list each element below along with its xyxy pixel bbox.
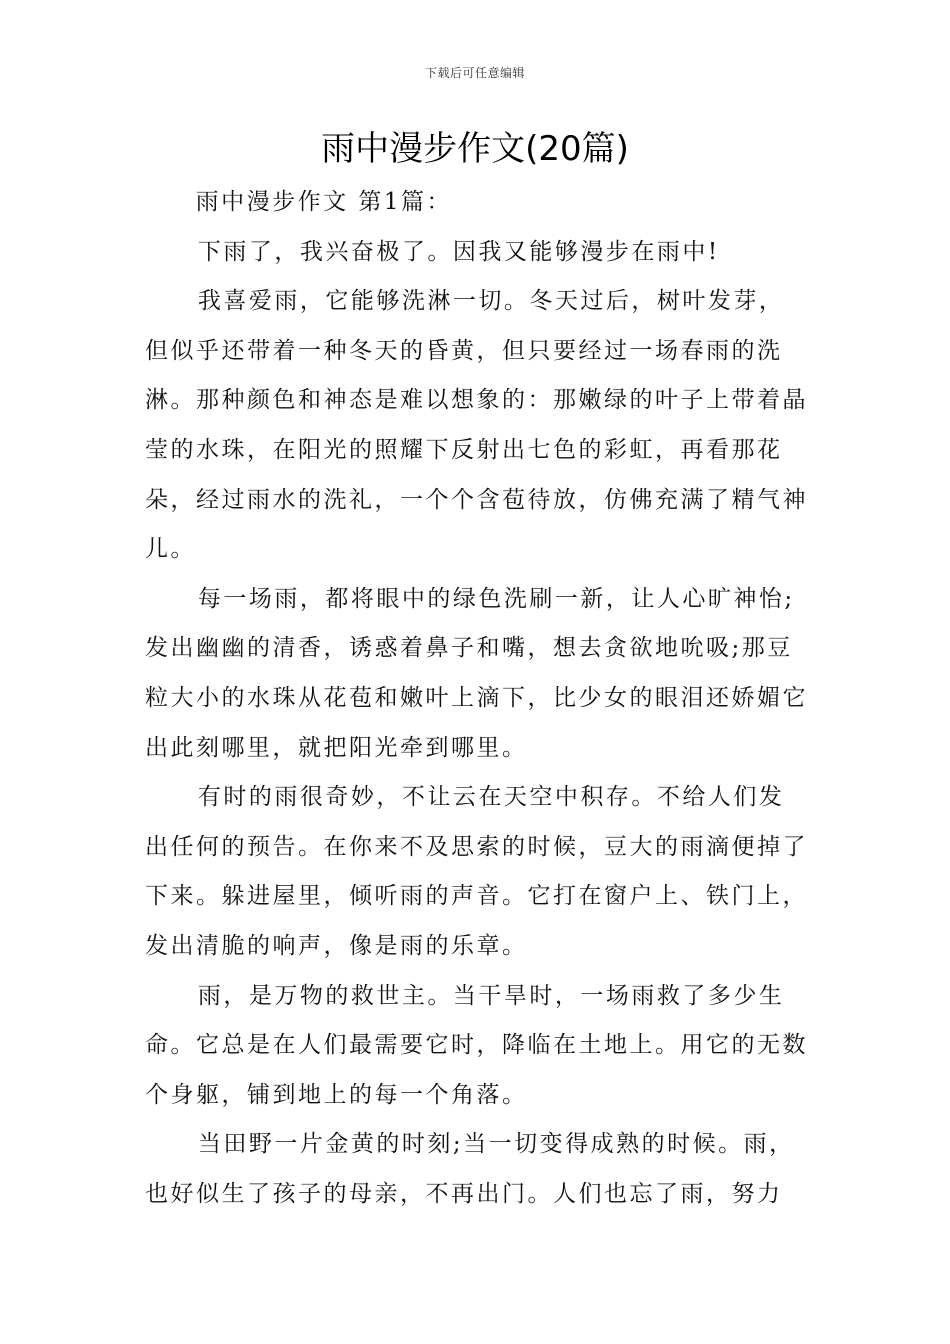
paragraph-3: 每一场雨，都将眼中的绿色洗刷一新，让人心旷神怡;发出幽幽的清香，诱惑着鼻子和嘴，想去贪欲地吮吸;那豆粒大小的水珠从花苞和嫩叶上滴下，比少女的眼泪还娇媚它出此刻哪里，就把阳光牵到哪里。 xyxy=(145,585,808,761)
paragraph-5: 雨，是万物的救世主。当干旱时，一场雨救了多少生命。它总是在人们最需要它时，降临在土地上。用它的无数个身躯，铺到地上的每一个角落。 xyxy=(145,982,808,1108)
paragraph-1: 下雨了，我兴奋极了。因我又能够漫步在雨中! xyxy=(197,238,720,265)
page-header-note: 下载后可任意编辑 xyxy=(424,66,525,80)
chapter-heading: 雨中漫步作文 第1篇： xyxy=(195,189,453,215)
paragraph-4: 有时的雨很奇妙，不让云在天空中积存。不给人们发出任何的预告。在你来不及思索的时候，豆大的雨滴便掉了下来。躲进屋里，倾听雨的声音。它打在窗户上、铁门上，发出清脆的响声，像是雨的乐章。 xyxy=(145,784,808,959)
paragraph-6: 当田野一片金黄的时刻;当一切变得成熟的时候。雨，也好似生了孩子的母亲，不再出门。人们也忘了雨，努力 xyxy=(145,1131,795,1207)
paragraph-2: 我喜爱雨，它能够洗淋一切。冬天过后，树叶发芽，但似乎还带着一种冬天的昏黄，但只要经过一场春雨的洗淋。那种颜色和神态是难以想象的：那嫩绿的叶子上带着晶莹的水珠，在阳光的照耀下反射出七色的彩虹，再看那花朵，经过雨水的洗礼，一个个含苞待放，仿佛充满了精气神儿。 xyxy=(145,288,808,563)
document-body xyxy=(145,178,809,1219)
document-title: 雨中漫步作文(20篇) xyxy=(321,129,629,169)
